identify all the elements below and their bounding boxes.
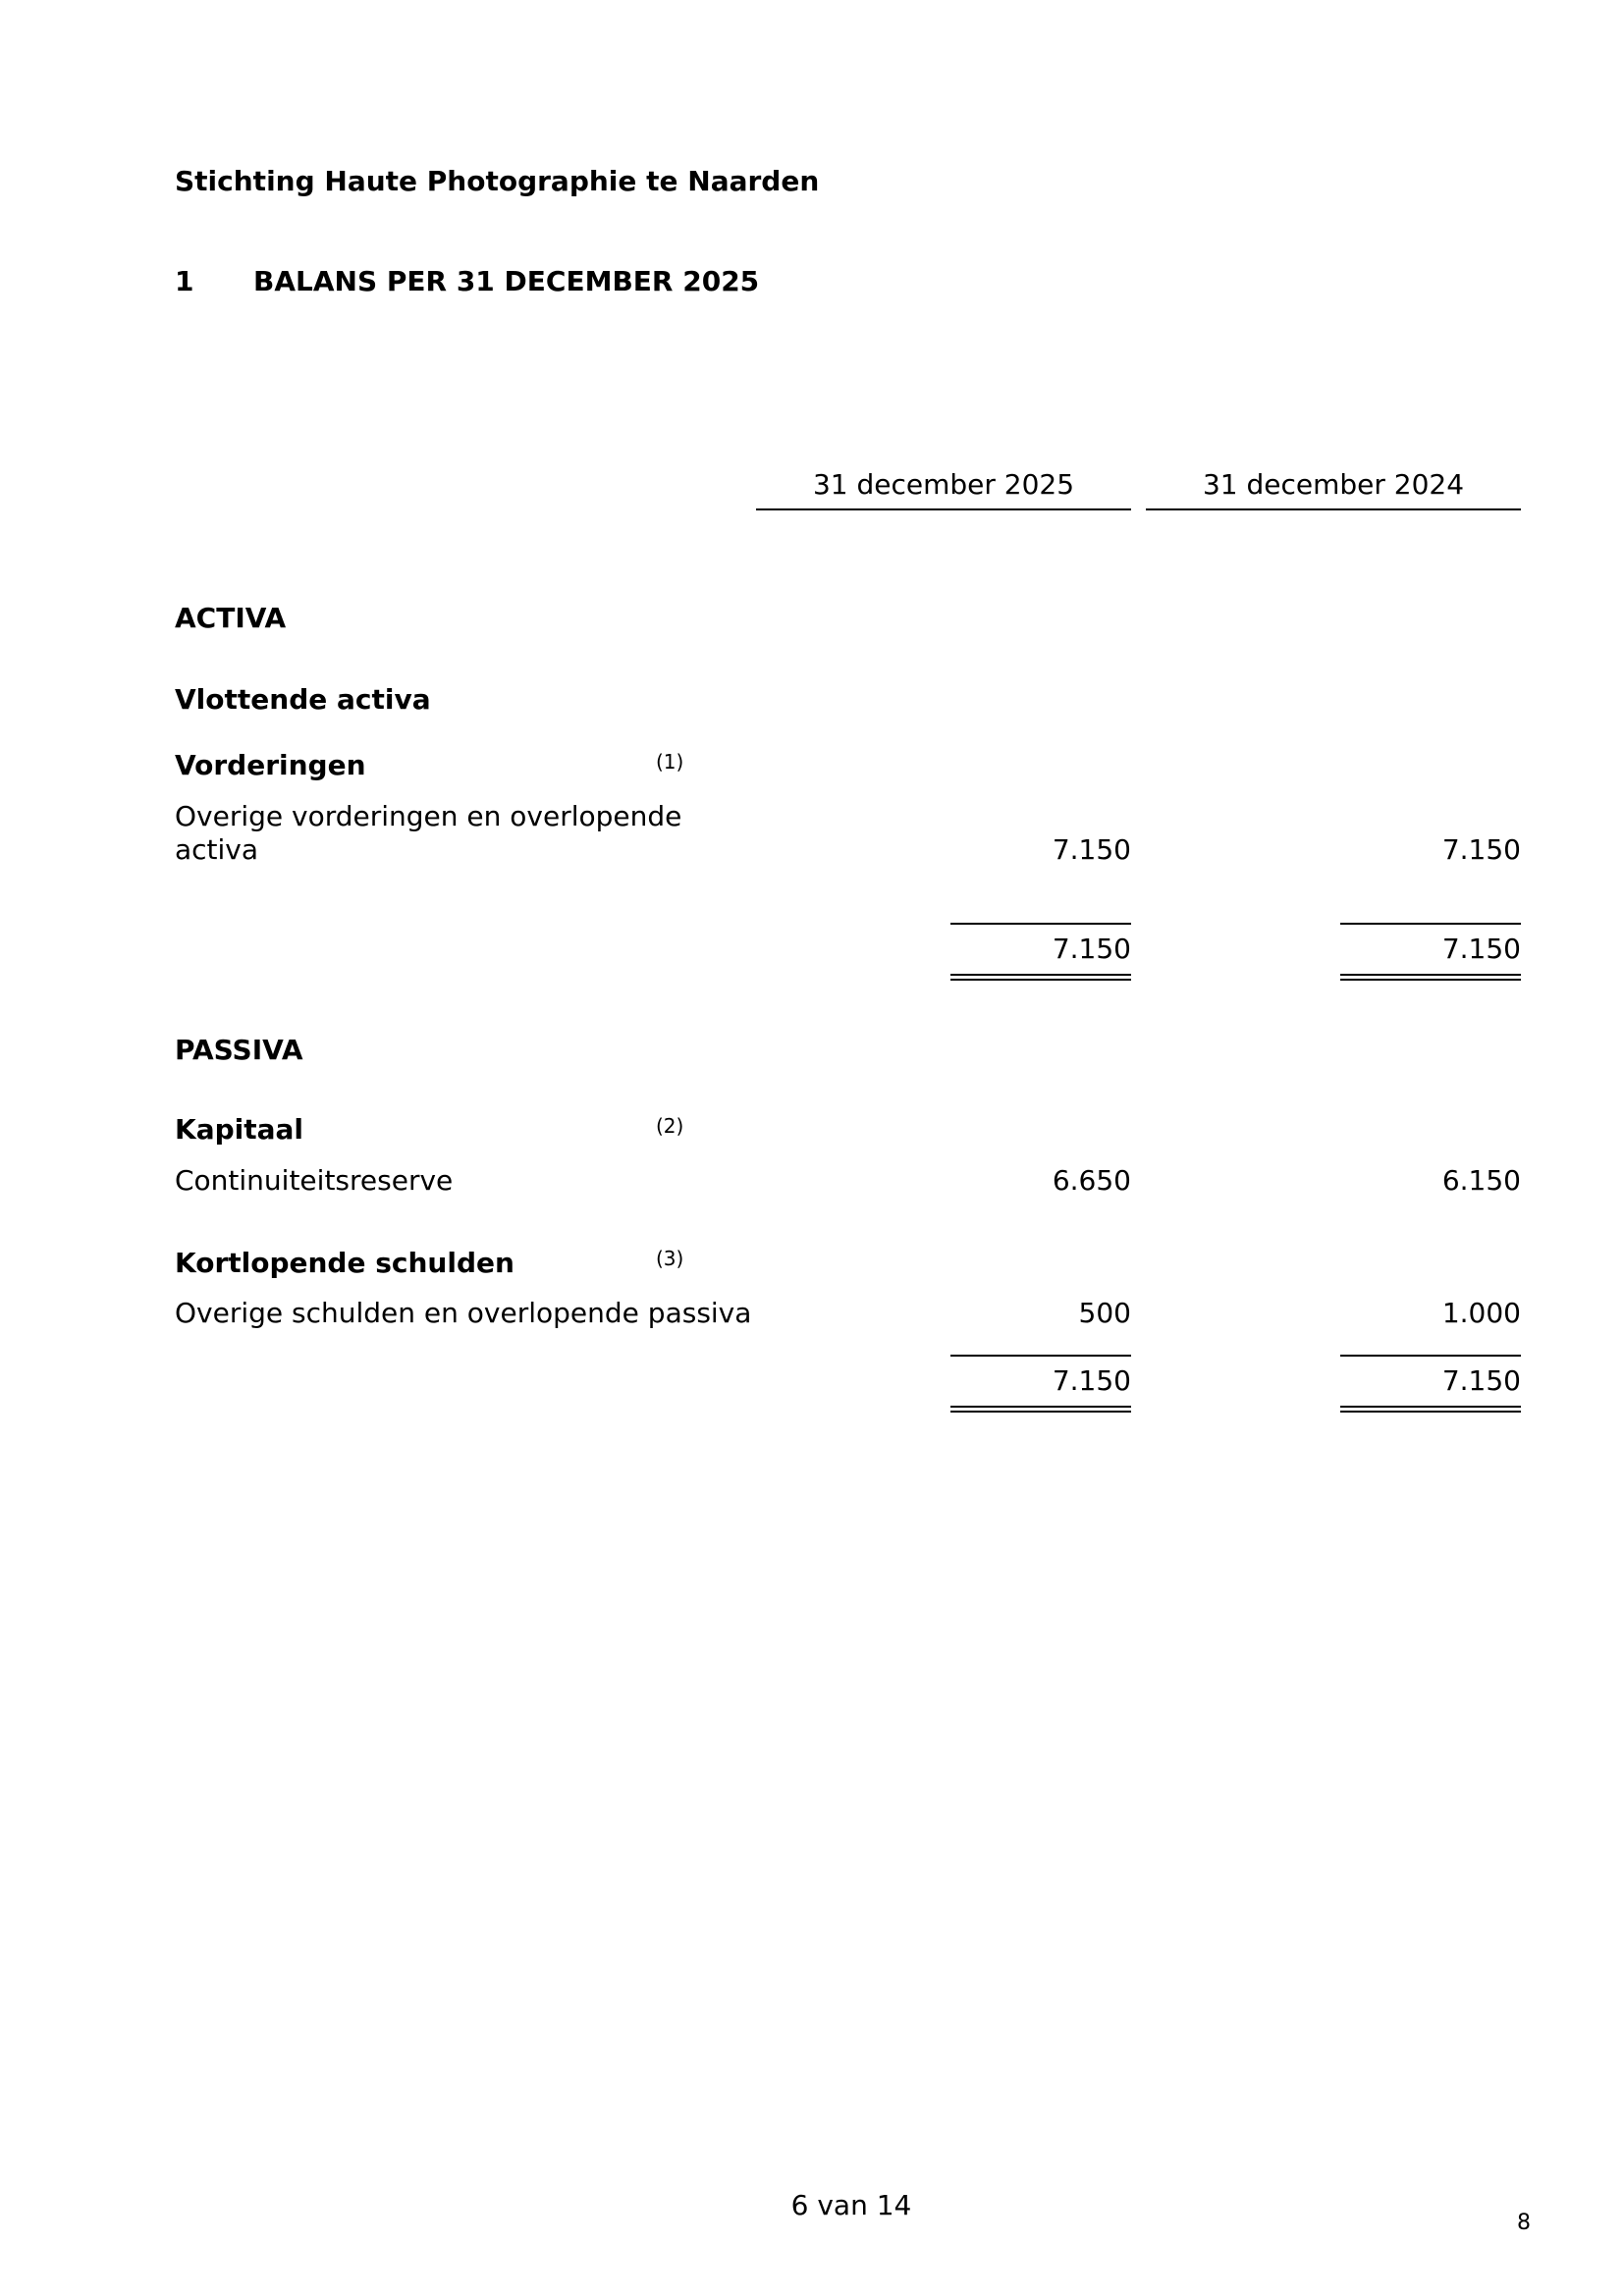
activa-heading: ACTIVA [175,602,287,634]
passiva-total-double-underline-2025 [950,1406,1131,1413]
passiva-heading: PASSIVA [175,1034,303,1066]
continuiteitsreserve-label: Continuiteitsreserve [175,1164,454,1197]
kortlopende-schulden-heading: Kortlopende schulden [175,1247,514,1279]
kapitaal-heading: Kapitaal [175,1113,304,1146]
passiva-total-2025: 7.150 [1052,1364,1131,1397]
overige-vorderingen-label-line1: Overige vorderingen en overlopende [175,800,682,832]
section-number: 1 [175,265,194,297]
activa-subtotal-line-2025 [950,923,1131,925]
passiva-total-double-underline-2024 [1340,1406,1521,1413]
overige-vorderingen-2025: 7.150 [1052,833,1131,866]
vorderingen-heading: Vorderingen [175,749,366,781]
overige-vorderingen-2024: 7.150 [1441,833,1521,866]
page-number: 8 [1517,2211,1531,2235]
overige-schulden-label: Overige schulden en overlopende passiva [175,1297,752,1329]
column-header-2024-underline [1146,508,1521,510]
passiva-subtotal-line-2025 [950,1355,1131,1357]
continuiteitsreserve-2025: 6.650 [1052,1164,1131,1197]
activa-subtotal-line-2024 [1340,923,1521,925]
overige-schulden-2024: 1.000 [1441,1297,1521,1329]
continuiteitsreserve-2024: 6.150 [1441,1164,1521,1197]
vlottende-activa-heading: Vlottende activa [175,683,431,716]
note-ref-3: (3) [656,1247,684,1270]
activa-total-double-underline-2025 [950,974,1131,981]
passiva-total-2024: 7.150 [1441,1364,1521,1397]
activa-total-double-underline-2024 [1340,974,1521,981]
note-ref-2: (2) [656,1114,684,1138]
column-header-2025-underline [756,508,1131,510]
overige-schulden-2025: 500 [1078,1297,1131,1329]
note-ref-1: (1) [656,750,684,774]
activa-total-2024: 7.150 [1441,933,1521,965]
organization-name: Stichting Haute Photographie te Naarden [175,165,820,197]
activa-total-2025: 7.150 [1052,933,1131,965]
page-of-indicator: 6 van 14 [790,2189,912,2221]
column-header-2025: 31 december 2025 [812,468,1075,501]
overige-vorderingen-label-line2: activa [175,833,259,866]
passiva-subtotal-line-2024 [1340,1355,1521,1357]
section-title: BALANS PER 31 DECEMBER 2025 [253,265,760,297]
column-header-2024: 31 december 2024 [1202,468,1465,501]
